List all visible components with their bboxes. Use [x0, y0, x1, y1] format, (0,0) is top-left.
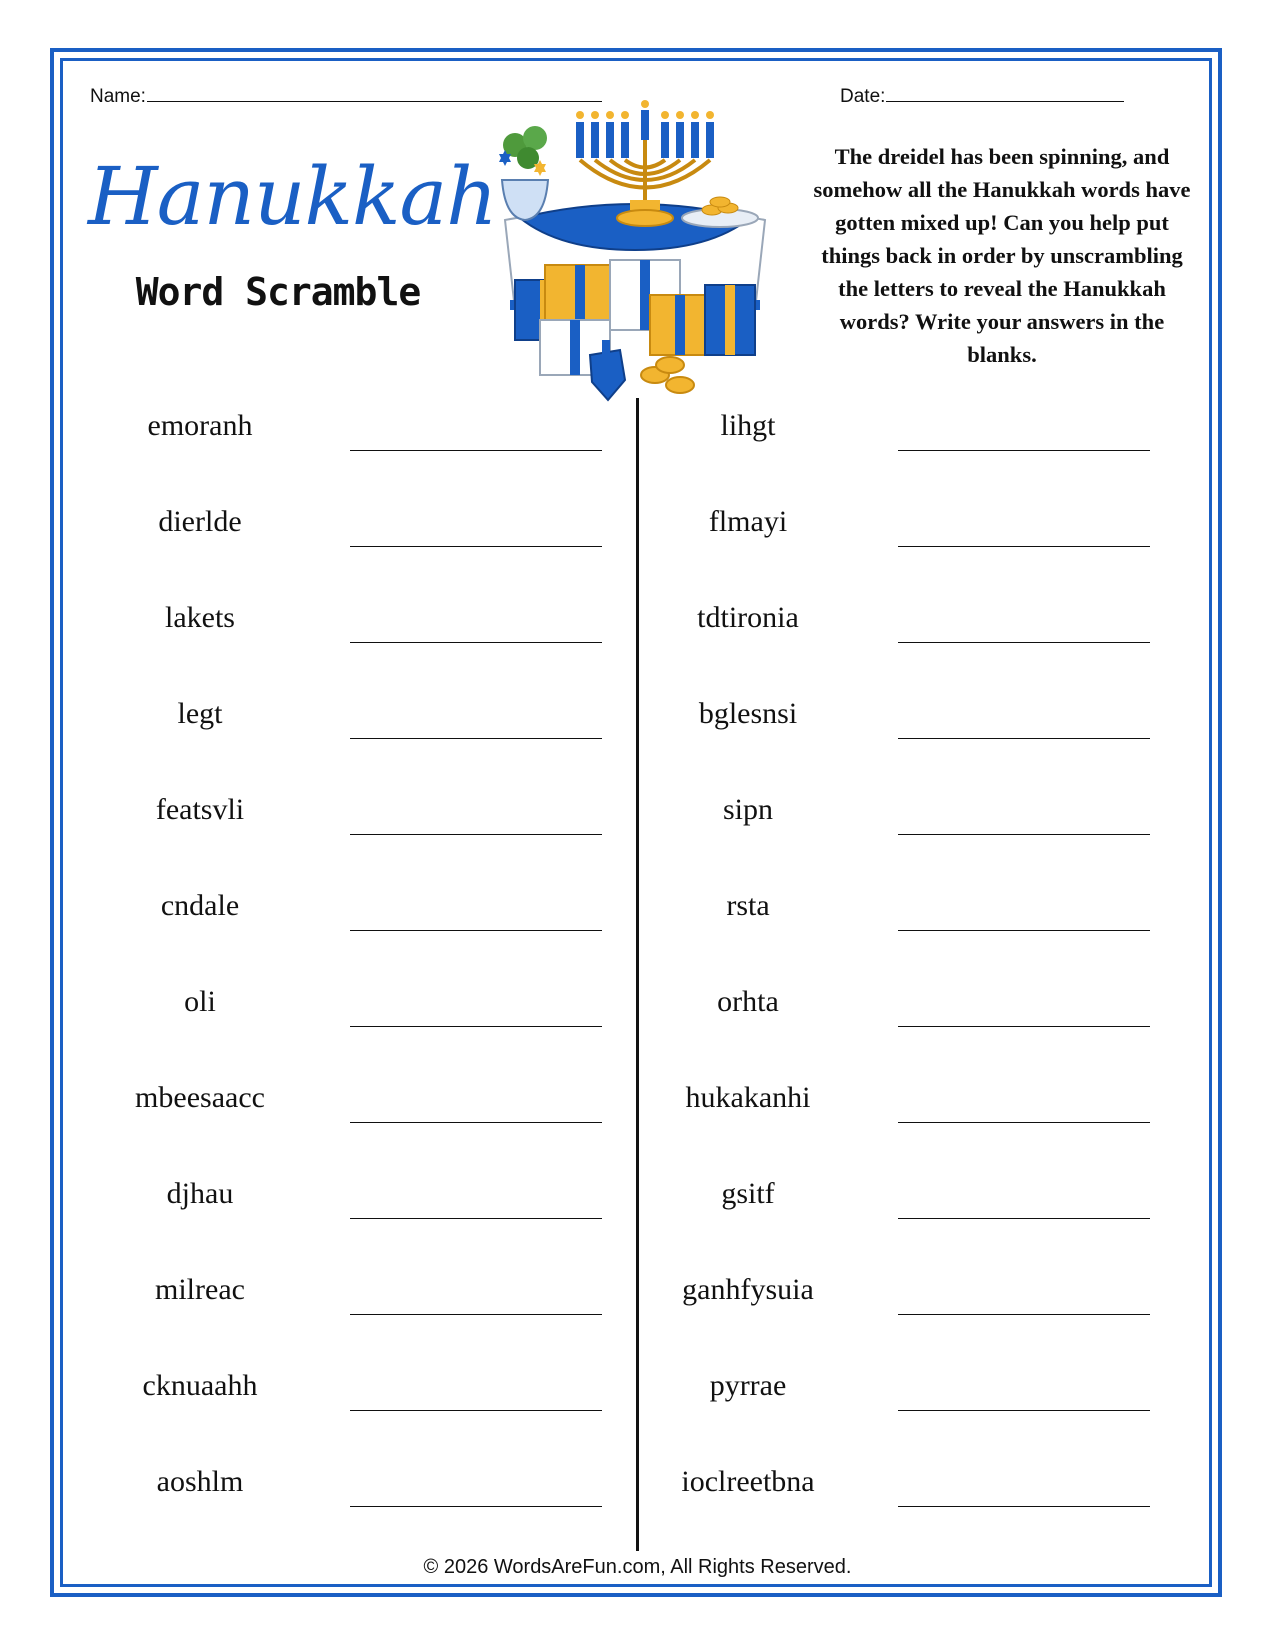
hanukkah-table-illustration [480, 100, 790, 410]
word-row [100, 1464, 600, 1560]
answer-blank[interactable] [898, 834, 1150, 835]
word-row [648, 504, 1148, 600]
answer-blank[interactable] [350, 930, 602, 931]
scrambled-word: tdtironia [697, 601, 799, 634]
scrambled-word: pyrrae [709, 1369, 787, 1402]
scrambled-word: milreac [155, 1273, 245, 1306]
answer-blank[interactable] [350, 1410, 602, 1411]
scrambled-word: oli [184, 985, 216, 1018]
answer-blank[interactable] [350, 450, 602, 451]
word-row [100, 888, 600, 984]
scrambled-word: orhta [717, 985, 779, 1018]
word-row [648, 696, 1148, 792]
answer-blank[interactable] [898, 1506, 1150, 1507]
word-row [100, 696, 600, 792]
answer-blank[interactable] [898, 450, 1150, 451]
scrambled-word: djhau [166, 1177, 234, 1210]
word-row [100, 984, 600, 1080]
scrambled-word: flmayi [708, 505, 788, 538]
answer-blank[interactable] [350, 834, 602, 835]
word-row [648, 408, 1148, 504]
answer-blank[interactable] [898, 546, 1150, 547]
answer-blank[interactable] [898, 642, 1150, 643]
answer-blank[interactable] [898, 1026, 1150, 1027]
word-row [100, 1272, 600, 1368]
scrambled-word: lakets [165, 601, 235, 634]
scrambled-word: bglesnsi [698, 697, 798, 730]
answer-blank[interactable] [350, 1026, 602, 1027]
date-label: Date: [840, 86, 886, 107]
word-row [648, 888, 1148, 984]
word-row [100, 792, 600, 888]
answer-blank[interactable] [350, 1218, 602, 1219]
scrambled-word: cndale [160, 889, 240, 922]
copyright-footer: © 2026 WordsAreFun.com, All Rights Reserved. [423, 1556, 852, 1578]
scrambled-word: cknuaahh [142, 1369, 258, 1402]
answer-blank[interactable] [350, 1506, 602, 1507]
word-row [648, 1368, 1148, 1464]
name-label: Name: [90, 86, 146, 107]
scrambled-word: dierlde [158, 505, 242, 538]
scrambled-word: rsta [726, 889, 770, 922]
scrambled-word: emoranh [147, 409, 253, 442]
date-blank[interactable] [886, 85, 1124, 102]
scrambled-word: mbeesaacc [135, 1081, 265, 1114]
word-row [100, 1080, 600, 1176]
word-row [100, 600, 600, 696]
scrambled-word: sipn [722, 793, 773, 826]
word-row [648, 1176, 1148, 1272]
scrambled-word: ganhfysuia [682, 1273, 814, 1306]
scrambled-word: legt [177, 697, 223, 730]
worksheet-subtitle: Word Scramble [135, 270, 421, 314]
word-row [100, 504, 600, 600]
scrambled-word: featsvli [155, 793, 245, 826]
word-row [648, 600, 1148, 696]
word-row [648, 1272, 1148, 1368]
scrambled-word: ioclreetbna [681, 1465, 815, 1498]
worksheet-title: Hanukkah [88, 150, 497, 243]
answer-blank[interactable] [350, 738, 602, 739]
word-row [100, 408, 600, 504]
answer-blank[interactable] [898, 930, 1150, 931]
instructions-text: The dreidel has been spinning, and somehow all the Hanukkah words have gotten mixed up! Can you help put things back in order by unscrambling the letters to reveal the Hanukkah words? Write your answers in the blanks. [813, 144, 1191, 367]
answer-blank[interactable] [350, 1122, 602, 1123]
word-row [648, 1080, 1148, 1176]
right-word-column [648, 408, 1148, 1560]
answer-blank[interactable] [350, 1314, 602, 1315]
scrambled-word: hukakanhi [685, 1081, 811, 1114]
answer-blank[interactable] [898, 1218, 1150, 1219]
date-field[interactable] [840, 85, 1124, 108]
word-row [100, 1176, 600, 1272]
scrambled-word: aoshlm [156, 1465, 244, 1498]
word-row [100, 1368, 600, 1464]
answer-blank[interactable] [350, 546, 602, 547]
answer-blank[interactable] [898, 1122, 1150, 1123]
answer-blank[interactable] [898, 1410, 1150, 1411]
left-word-column [100, 408, 600, 1560]
answer-blank[interactable] [350, 642, 602, 643]
word-row [648, 984, 1148, 1080]
scrambled-word: gsitf [721, 1177, 775, 1210]
answer-blank[interactable] [898, 1314, 1150, 1315]
word-row [648, 792, 1148, 888]
answer-blank[interactable] [898, 738, 1150, 739]
scrambled-word: lihgt [720, 409, 776, 442]
word-row [648, 1464, 1148, 1560]
column-divider [636, 398, 639, 1551]
